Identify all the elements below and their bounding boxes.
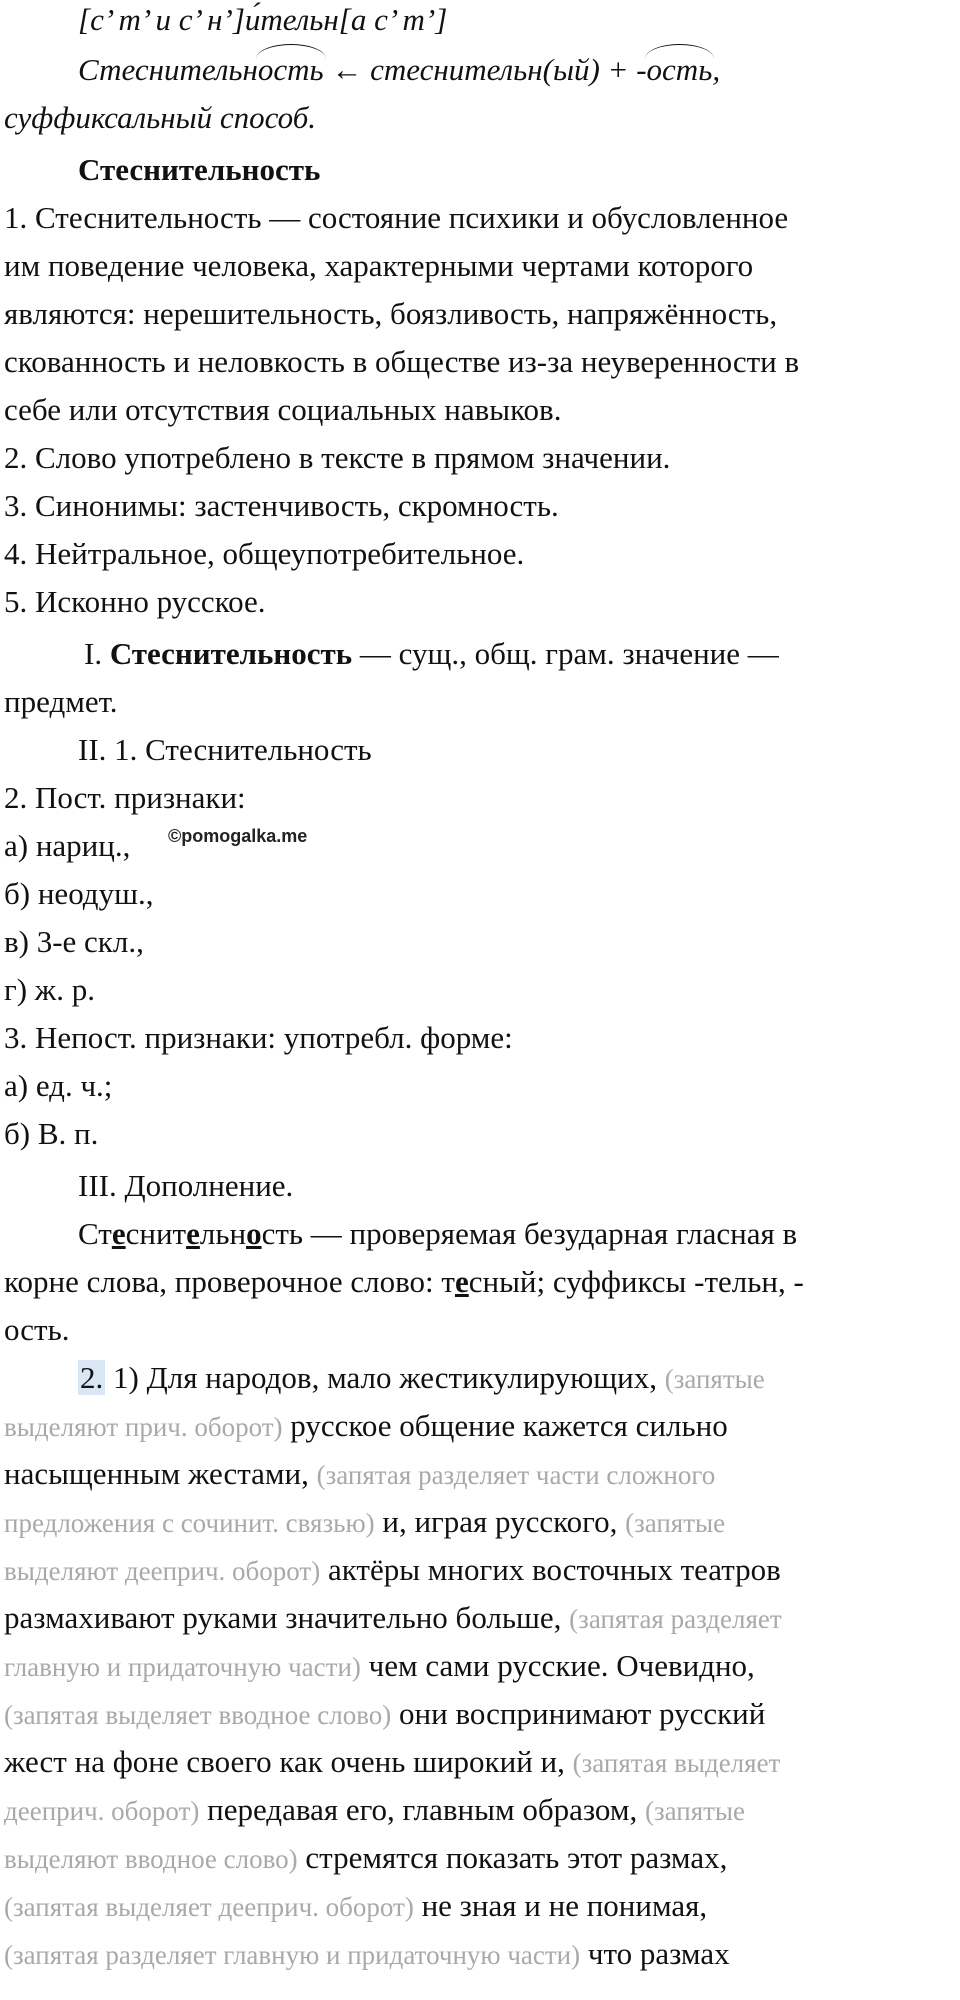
line-text: а) ед. ч.; — [4, 1068, 113, 1103]
section-heading — [78, 150, 320, 194]
roman-numeral: I. — [84, 636, 110, 671]
word-part: Ст — [78, 1216, 112, 1251]
comment: (запятая разделяет главную и придаточную части) — [4, 1940, 581, 1970]
analysis-part-2 — [78, 730, 372, 774]
word-part: снит — [125, 1216, 187, 1251]
line-text: и, играя русского, — [374, 1504, 626, 1539]
line-text: что размах — [580, 1936, 730, 1971]
text-line — [4, 582, 266, 626]
line-text: г) ж. р. — [4, 972, 95, 1007]
text-line — [4, 198, 788, 242]
line-text: себе или отсутствия социальных навыков. — [4, 392, 562, 427]
line-text: в) 3-е скл., — [4, 924, 144, 959]
analysed-word: Стеснительность — [109, 636, 353, 671]
line-text: 3. Непост. признаки: употребл. форме: — [4, 1020, 513, 1055]
analysis-part-3 — [78, 1166, 293, 1210]
comment: главную и придаточную части) — [4, 1652, 361, 1682]
comment: (запятая разделяет — [569, 1604, 782, 1634]
line-text: жест на фоне своего как очень широкий и, — [4, 1744, 573, 1779]
line-text: им поведение человека, характерными чертами которого — [4, 248, 754, 283]
vowel-mark: о — [246, 1216, 262, 1251]
line-text: они воспринимают русский — [391, 1696, 766, 1731]
suffix-arc-2: ость — [647, 50, 713, 90]
text-line — [4, 778, 246, 822]
comment: (запятые — [625, 1508, 726, 1538]
line-text: II. 1. Стеснительность — [78, 732, 372, 767]
text-line — [4, 1838, 727, 1882]
line-text: сть — проверяемая безударная гласная в — [261, 1216, 798, 1251]
heading-text: Стеснительность — [78, 152, 321, 187]
text-line — [4, 246, 753, 290]
word-part: льн — [199, 1216, 247, 1251]
line-text: б) неодуш., — [4, 876, 154, 911]
comment: выделяют дееприч. оборот) — [4, 1556, 321, 1586]
comment: (запятая выделяет — [572, 1748, 781, 1778]
comment: (запятая выделяет дееприч. оборот) — [4, 1892, 414, 1922]
line-text: передавая его, главным образом, — [199, 1792, 645, 1827]
transcription-text: [с’ т’ и с’ н’]и́тельн[а с’ т’] — [78, 2, 448, 37]
comment: (запятые — [644, 1796, 746, 1826]
line-text: 4. Нейтральное, общеупотребительное. — [4, 536, 525, 571]
derivation-text: ← стеснительн(ый) + - — [323, 52, 647, 87]
text-line — [4, 1114, 98, 1158]
line-text: являются: нерешительность, боязливость, напряжённость, — [4, 296, 778, 331]
vowel-mark: е — [111, 1216, 126, 1251]
comma: , — [712, 52, 721, 87]
text-line — [4, 1502, 725, 1546]
line-text: стремятся показать этот размах, — [297, 1840, 728, 1875]
text-line — [4, 1934, 730, 1978]
line-text: 5. Исконно русское. — [4, 584, 266, 619]
line-text: чем сами русские. Очевидно, — [360, 1648, 755, 1683]
transcription-line — [78, 0, 447, 44]
line-text: не зная и не понимая, — [413, 1888, 708, 1923]
line-text: 1. Стеснительность — состояние психики и обусловленное — [4, 200, 789, 235]
word-stem: Стеснительн — [78, 52, 258, 87]
analysis-part-1 — [84, 634, 779, 678]
comment: выделяют вводное слово) — [4, 1844, 298, 1874]
task-2-line — [78, 1358, 765, 1402]
comment: дееприч. оборот) — [4, 1796, 200, 1826]
comment: предложения с сочинит. связью) — [4, 1508, 375, 1538]
method-text: суффиксальный способ. — [4, 100, 317, 135]
text-line — [4, 1066, 112, 1110]
text-line — [4, 1018, 513, 1062]
text-line — [4, 970, 95, 1014]
comment: (запятая разделяет части сложного — [316, 1460, 716, 1490]
line-text: размахивают руками значительно больше, — [4, 1600, 570, 1635]
line-text: актёры многих восточных театров — [320, 1552, 781, 1587]
text-line — [4, 294, 777, 338]
line-text: 1) Для народов, мало жестикулирующих, — [105, 1360, 665, 1395]
suffix-arc: ость — [258, 50, 324, 90]
text-line — [4, 390, 561, 434]
text-line — [4, 486, 559, 530]
text-line — [4, 1406, 728, 1450]
line-text: корне слова, проверочное слово: т — [4, 1264, 455, 1299]
comment: выделяют прич. оборот) — [4, 1412, 283, 1442]
text-line — [4, 826, 130, 870]
line-text: насыщенным жестами, — [4, 1456, 317, 1491]
line-text: б) В. п. — [4, 1116, 99, 1151]
spelling-line — [78, 1214, 797, 1258]
line-text: — сущ., общ. грам. значение — — [352, 636, 779, 671]
comment: (запятая выделяет вводное слово) — [4, 1700, 392, 1730]
line-text: предмет. — [4, 684, 118, 719]
spelling-line-2 — [4, 1262, 804, 1306]
comment: (запятые — [664, 1364, 765, 1394]
text-line — [4, 1886, 707, 1930]
text-line — [4, 342, 799, 386]
line-text: а) нариц., — [4, 828, 131, 863]
text-line — [4, 1454, 715, 1498]
vowel-mark: е — [186, 1216, 200, 1251]
text-line — [4, 922, 144, 966]
line-text: ость. — [4, 1312, 70, 1347]
text-line — [4, 1790, 745, 1834]
text-line — [4, 874, 153, 918]
line-text: III. Дополнение. — [78, 1168, 294, 1203]
line-text: 2. Слово употреблено в тексте в прямом значении. — [4, 440, 671, 475]
line-text: русское общение кажется сильно — [282, 1408, 728, 1443]
task-number: 2. — [80, 1360, 104, 1395]
text-line — [4, 438, 670, 482]
text-line — [4, 1646, 755, 1690]
text-line — [4, 682, 118, 726]
text-line — [4, 1598, 782, 1642]
watermark: ©pomogalka.me — [168, 826, 308, 846]
vowel-mark: е — [454, 1264, 469, 1299]
line-text: сный; суффиксы -тельн, - — [468, 1264, 804, 1299]
text-line — [4, 534, 524, 578]
text-line — [4, 1550, 781, 1594]
text-line — [4, 1310, 69, 1354]
line-text: скованность и неловкость в обществе из-за неуверенности в — [4, 344, 800, 379]
method-line — [4, 98, 316, 142]
text-line — [4, 1694, 765, 1738]
line-text: 3. Синонимы: застенчивость, скромность. — [4, 488, 559, 523]
line-text: 2. Пост. признаки: — [4, 780, 246, 815]
morpheme-line — [78, 50, 720, 94]
text-line — [4, 1742, 780, 1786]
